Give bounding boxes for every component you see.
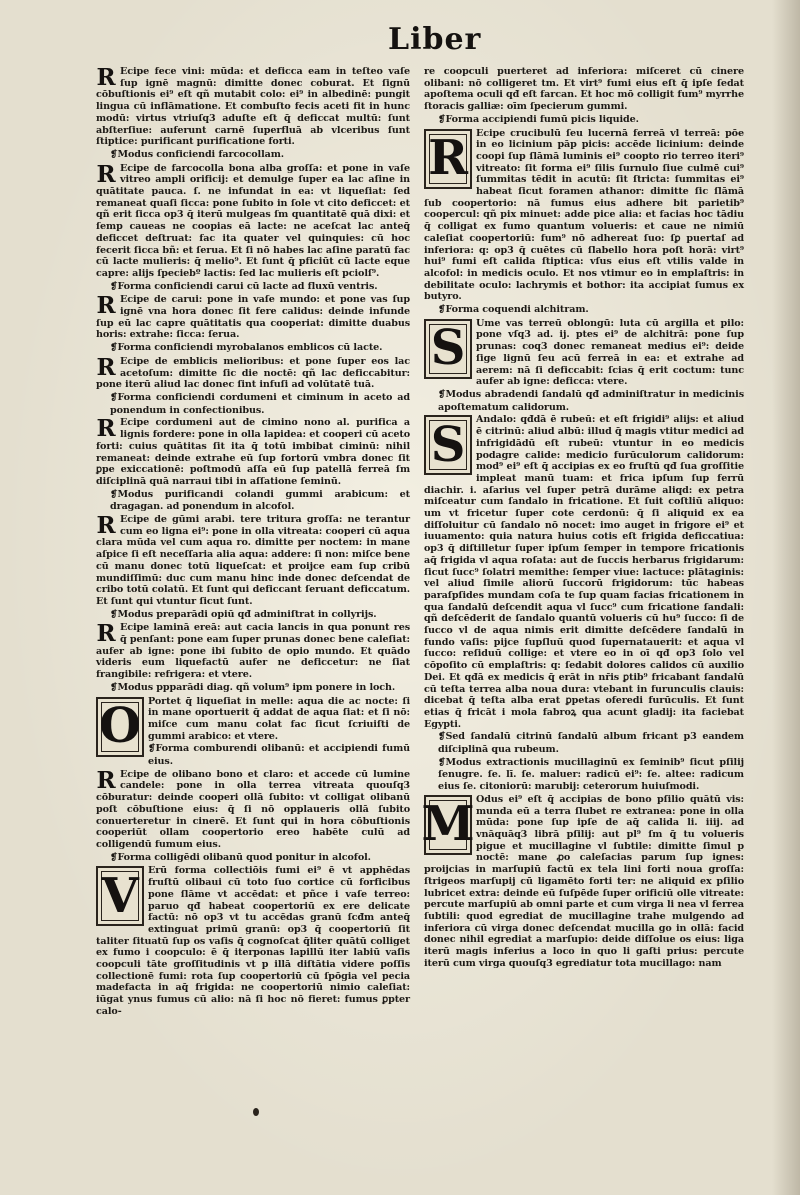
paragraph-text: Ecipe cordumeni aut de cimino nono al. purifica a lignis fordere: pone in olla lapidea: et cooperi cū aceto forti: cuius quātitas ſit ita q̄ totū imbibat ciminū: nihil remaneat: deinde extrahe eū ſup fortorū vmbra donec ſit ꝑpe exiccationē: poſtmodū aſſa eū ſup patellā ferreā ſm diſciplinā quā narraui tibi in aſſatione ſeminū.	[96, 417, 410, 487]
text-paragraph	[424, 318, 744, 388]
section-heading: ❡ Modus conficiendi farcocollam.	[96, 149, 410, 162]
text-paragraph	[96, 514, 410, 608]
text-paragraph	[96, 695, 410, 754]
paragraph-text: re coopculi puerteret ad inferiora: miſceret cū cinere olibani: nō colligeret tm. Et virt⁹ fumi eius eſt q̄ ipſe ſedat apoſtema oculi qđ eſt farcan. Et hoc mō colligit fum⁹ myrrhe ſtoracis galliæ: oīm ſpecierum gummi.	[424, 66, 744, 113]
section-heading: ❡ Modus purificandi colandi gummi arabicum: et dragagan. ad ponendum in alcofol.	[96, 489, 410, 513]
paragraph-text: Ecipe de farcocolla bona alba groſſa: et pone in vaſe vitreo ampli orificij: et demulge ſuper ea lac aſine in quātitate pauca. ſ. ne infundat in ea: vt liqueſiat: ſed remaneat quaſi ſicca: pone ſubito in ſole vt cito deficcet: et qñ erit ſicca op3 q̄ iterū mulgeas ſm quantitatē quā dixi: et ſemp caueas ne coopias eā lacte: ne aceſcat lac anteq̄ deficcet deſtruat: fac ita quater vel quinquies: cū hoc fecerit ſicca bñ: et ſerua. Et ſi nō habes lac aſine paratū fac cū lacte mulieris: q̄ melio⁹. Et ſunt q̄ pficiūt cū lacte eque capre: alijs ſpeciebº lactis: ſed lac mulieris eſt pciolſ⁹.	[96, 162, 410, 279]
decorated-initial: R	[424, 129, 472, 189]
decorated-initial: O	[96, 697, 144, 757]
section-heading: ❡ Forma colligēdi olibanū quod ponitur in alcofol.	[96, 852, 410, 865]
page-edge-shadow	[772, 0, 800, 1195]
decorated-initial: M	[424, 795, 472, 855]
text-paragraph	[96, 66, 410, 148]
initial-letter: R	[96, 415, 116, 443]
section-heading: ❡ Forma coquendi alchitram.	[424, 304, 744, 317]
paragraph-text: Odus ei⁹ eſt q̄ accipias de bono pſilio quātū vis: munda eū a terra ſlubet re extranea: pone in olla mūda: pone ſup ipſe de aq̄ calida li. iiij. ad vnāquāq3 librā pſilij: aut pl⁹ ſm q̄ tu volueris pigue et mucillagine vl ſubtile: dimitte ſimul p noctē: mane ꝓo caleſacias parum ſup ignes: proijcias in marſupiū factū ex tela lini forti noua groſſa: ſtrigeos marſupij cū ligamēto forti ter: ne aliquid ex pſilio lubricet extra: deinde eū ſuſpēde ſuper orificiū olle vitreate: percute marſupiū ab omni parte et cum virga li nea vl ferrea ſubtili: quod egrediat de mucillagine trahe mulgendo ad inferiora cū virga donec deſcendat mucilla go in ollā: facid donec nihil egrediat a marſupio: deide diſſolue os eius: liga iterū magis inferius a loco in quo li gaſti prius: percute iterū cum virga quouſq3 egrediatur tota mucillago: nam	[424, 793, 744, 969]
text-paragraph	[96, 417, 410, 487]
paragraph-text: Ecipe de gūmi arabi. tere tritura groſſa: ne terantur cum eo ligna ei⁹: pone in olla vitreata: cooperi cū aqua clara mūda vel cum aqua ro. dimitte per noctem: in mane aſpice ſi eſt neceſſaria alia aqua: addere: ſi non: miſce bene cū manu donec totū liqueſcat: et proijce eam ſup cribū mundiſſimū: duc cum manu hinc inde donec deſcendat de cribo totū colatū. Et ſunt qui deficcant ſeruant deficcatum. Et ſunt qui vtuntur ſicut ſunt.	[96, 514, 410, 607]
paragraph-text: Ecipe fece vini: mūda: et deficca eam in teſteo vaſe ſup ignē magnū: dimitte donec coburat. Et ſignū cōbuſtionis ei⁹ eſt qñ mutabit colo: ei⁹ in albedinē: pungit lingua cū inflāmatione. Et combuſto fecis aceti fit in hunc modū: virtus vtriuſq3 aduſte eſt q̄ deficcat multū: ſunt abſterſiue: auferunt carnē ſuperfluā ab vlceribus ſunt ſtiptice: purificant purificatione forti.	[96, 66, 410, 148]
paragraph-text: Ecipe laminā ereā: aut cacia lancis in qua ponunt res q̄ penſant: pone eam ſuper prunas donec bene caleſiat: aufer ab igne: pone ibi ſubito de opio mundo. Et quādo videris eum liquefactū aufer ne deficcetur: ne ſiat frangibile: refrigera: et vtere.	[96, 622, 410, 681]
text-paragraph	[424, 414, 744, 730]
paragraph-text: Ecipe de olibano bono et claro: et accede cū lumine candele: pone in olla terrea vitreata quouſq3 cōburatur: deinde cooperi ollā ſubito: vt colligat olibanū poſt cōbuſtione eius: q̄ ſi nō opplaueris ollā ſubito conuerteretur in cinerē. Et ſunt qui in hora cōbuſtionis cooperiūt ollam coopertorio ereo habēte culū ad colligendū fumum eius.	[96, 768, 410, 850]
section-heading: ❡ Modus preparādi opiū qđ adminiſtrat in collyrijs.	[96, 609, 410, 622]
paragraph-text: Andalo: qđdā ē rubeū: et eſt frigidi⁹ alijs: et aliud ē citrinū: aliud albū: illud q̄ magis vtitur medici ad infrigidādū eſt rubeū: vtuntur in eo medicis podagre calide: medicio furūculorum calidorum: mod⁹ ei⁹ eſt q̄ accipias ex eo fruſtū qđ ſua groſſitie impleat manū tuam: et frica ipſum ſup ferrū diachir. i. aſarius vel ſuper petrā durāme aliqd: ex petra miſceatur cum ſandalo in fricatione. Et ſuit coſtliū aliquo: um vt fricetur ſuper cote cerdonū: q̄ ſi aliquid ex ea diſſoluitur cū ſandalo nō nocet: imo auget in frigore ei⁹ et iuuamento: quia natura huius cotis eſt frigida deficcatiua: op3 q̄ diſtilletur ſuper ipſum ſemper in tempore fricationis aq̄ frigida vl aqua roſata: aut de ſuccis herbarus frigidarum: ſicut ſucc⁹ ſolatri memithe: ſemper viue: lactuce: plātaginis: vel aliud ſimile aliorū ſuccorū frigidorum: tūc habeas paraſpſides mundam coſa te ſup quam facias fricationem in qua ſandalū deſcendit aqua vl ſucc⁹ cum fricatione ſandali: qñ deſcēderit de ſandalo quantū volueris cū hu⁹ ſucco: ſi de ſucco vl de aqua nimis erit dimitte deſcēdere ſandalū in fundo vaſis: pijce ſupſluū quod ſupernatauerit: et aqua vl ſucco: reſiduū collige: et vtere eo in oī qđ op3 ſolo vel cōpoſito cū emplaſtris: q: ſedabit dolores calidos cū auxilio Dei. Et qđā ex medicis q̄ erāt in nr̄is ꝑtib⁹ fricabant ſandalū cū teſta terrea alba noua dura: vtebant in furunculis clauis: dicebat q̄ teſta alba erat ꝑpetas oferedi furūculis. Et ſunt etias q̄ fricāt i mola fabroꝝ qua acunt gladij: ita faciebat Egypti.	[424, 414, 744, 730]
right-column	[421, 66, 744, 970]
section-heading: ❡ Sed ſandalū citrinū ſandalū album fricant p3 eandem diſciplinā qua rubeum.	[424, 731, 744, 755]
section-heading: ❡ Forma accipiendi fumū picis liquide.	[424, 114, 744, 127]
text-paragraph	[96, 294, 410, 341]
section-heading: ❡ Forma comburendi olibanū: et accipiendi fumū eius.	[96, 743, 410, 767]
text-paragraph	[96, 766, 410, 851]
section-heading: ❡ Forma conficiendi carui cū lacte ad fluxū ventris.	[96, 281, 410, 294]
decorated-initial: S	[424, 415, 472, 475]
initial-letter: R	[96, 292, 116, 320]
text-paragraph	[424, 128, 744, 304]
decorated-initial: S	[424, 319, 472, 379]
paragraph-text: Erū forma collectiōis fumi ei⁹ ē vt apphēdas fruſtū olibaui cū toto ſuo cortice cū forficibus pone ſlāme vt accēdat: et pñce i vaſe terreo: paruo qđ habeat coopertoriū ex ere delicate factū: nō op3 vt tu accēdas granū ſcđm anteq̄ extinguat primū granū: op3 q̄ coopertoriū ſit taliter ſituatū ſup os vaſis q̄ cognoſcat q̄liter quātū colliget ex fumo i coopculo: ē q̄ iterponas lapillū iter labiū vaſis coopculi tāte groſſitudinis vt p illā diſtātia videre poſſis collectionē fumi: rota ſup coopertoriū cū ſpōgia vel pecia madefacta in aq̄ frigida: ne coopertoriū nimio caleſiat: iūgat ynus fumus cū alio: nā ſi hoc nō fieret: fumus ꝑpter calo-	[96, 865, 410, 1017]
decorated-initial: V	[96, 866, 144, 926]
text-paragraph	[96, 160, 410, 280]
text-paragraph	[424, 66, 744, 113]
section-heading: ❡ Modus ppparādi diag. qñ volum⁹ ipm ponere in loch.	[96, 682, 410, 695]
initial-letter: R	[96, 620, 116, 648]
initial-letter: R	[96, 512, 116, 540]
ink-blemish	[253, 1108, 259, 1116]
paragraph-text: Ume vas terreū oblongū: luta cū argilla et pilo: pone vſq3 ad. ij. ptes ei⁹ de alchitrā: pone ſup prunas: coq3 donec remaneat medius ei⁹: deide ſige lignū ſeu acū ferreā in ea: et extrahe ad aerem: nā ſi deficcabit: ſcias q̄ erit coctum: tunc aufer ab igne: deficca: vtere.	[476, 317, 744, 388]
section-heading: ❡ Forma conficiendi myrobalanos emblicos cū lacte.	[96, 342, 410, 355]
running-header: Liber	[388, 22, 482, 57]
text-paragraph	[96, 865, 410, 1017]
initial-letter: R	[96, 160, 116, 188]
paragraph-text: Ecipe de carui: pone in vaſe mundo: et pone vas ſup ignē vna hora donec ſit fere calidus: deinde infunde ſup eū lac capre quātitatis qua cooperiat: dimitte duabus horis: extrahe: ſicca: ſerua.	[96, 294, 410, 341]
text-paragraph	[421, 793, 744, 970]
paragraph-text: Portet q̄ liqueſiat in melle: aqua die ac nocte: ſi in mane oportuerit q̄ addat de aqua ſiat: et ſi nō: miſce cum manu colat fac ſicut ſcriuiſti de gummi arabico: et vtere.	[148, 695, 410, 742]
left-column	[96, 66, 410, 1019]
text-paragraph	[96, 622, 410, 681]
section-heading: ❡ Forma conficiendi cordumeni et ciminum in aceto ad ponendum in confectionibus.	[96, 392, 410, 416]
section-heading: ❡ Modus extractionis mucillaginū ex ſeminib⁹ ſicut pſilij ſenugre. ſe. lī. ſe. maluer: radicū ei⁹: ſe. altee: radicum eius ſe. citoniorū: marubij: ceterorum huiuſmodi.	[424, 757, 744, 793]
text-paragraph	[96, 353, 410, 391]
paragraph-text: Ecipe crucibulū ſeu lucernā ferreā vl terreā: pōe in eo licinium pāp picis: accēde licinium: deinde coopi ſup ſlāmā luminis ei⁹ coopto rio terreo iteri⁹ vitreato: ſit forma ei⁹ ſilis ſurnulo ſiue culmē cui⁹ ſummitas tēdit in acutū: ſit ſtricta: ſummitas ei⁹ habeat ſicut foramen athanor: dimitte ſic ſlāmā ſub coopertorio: nā fumus eius adhere bit parietib⁹ coopercul: qñ pix minuet: adde pice alia: et facias hoc tādiu q̄ colligat ex fumo quantum volueris: et caue ne nimiū caleſiat coopertoriū: fum⁹ nō adhereat ſuo: ſꝑ puertaſ ad inferiora: q: op3 q̄ cuētes cū ſlabello hora poſt horā: virt⁹ hui⁹ fumi eſt calida ſtiptica: vſus eius eſt vtilis valde in alcofol: in medicis oculo. Et nos vtimur eo in emplaſtris: in debilitate oculo: lachrymis et bothor: ita accipiat ſumus ex butyro.	[424, 127, 744, 303]
paragraph-text: Ecipe de emblicis melioribus: et pone ſuper eos lac acetoſum: dimitte ſic die noctē: qñ lac deficcabitur: pone iterū aliud lac donec ſint infuſi ad volūtatē tuā.	[96, 355, 410, 391]
initial-letter: R	[96, 766, 116, 794]
section-heading: ❡ Modus abradendi ſandalū qđ adminiſtratur in medicinis apoſtematum calidorum.	[424, 389, 744, 413]
initial-letter: R	[96, 64, 116, 91]
initial-letter: R	[96, 353, 116, 381]
